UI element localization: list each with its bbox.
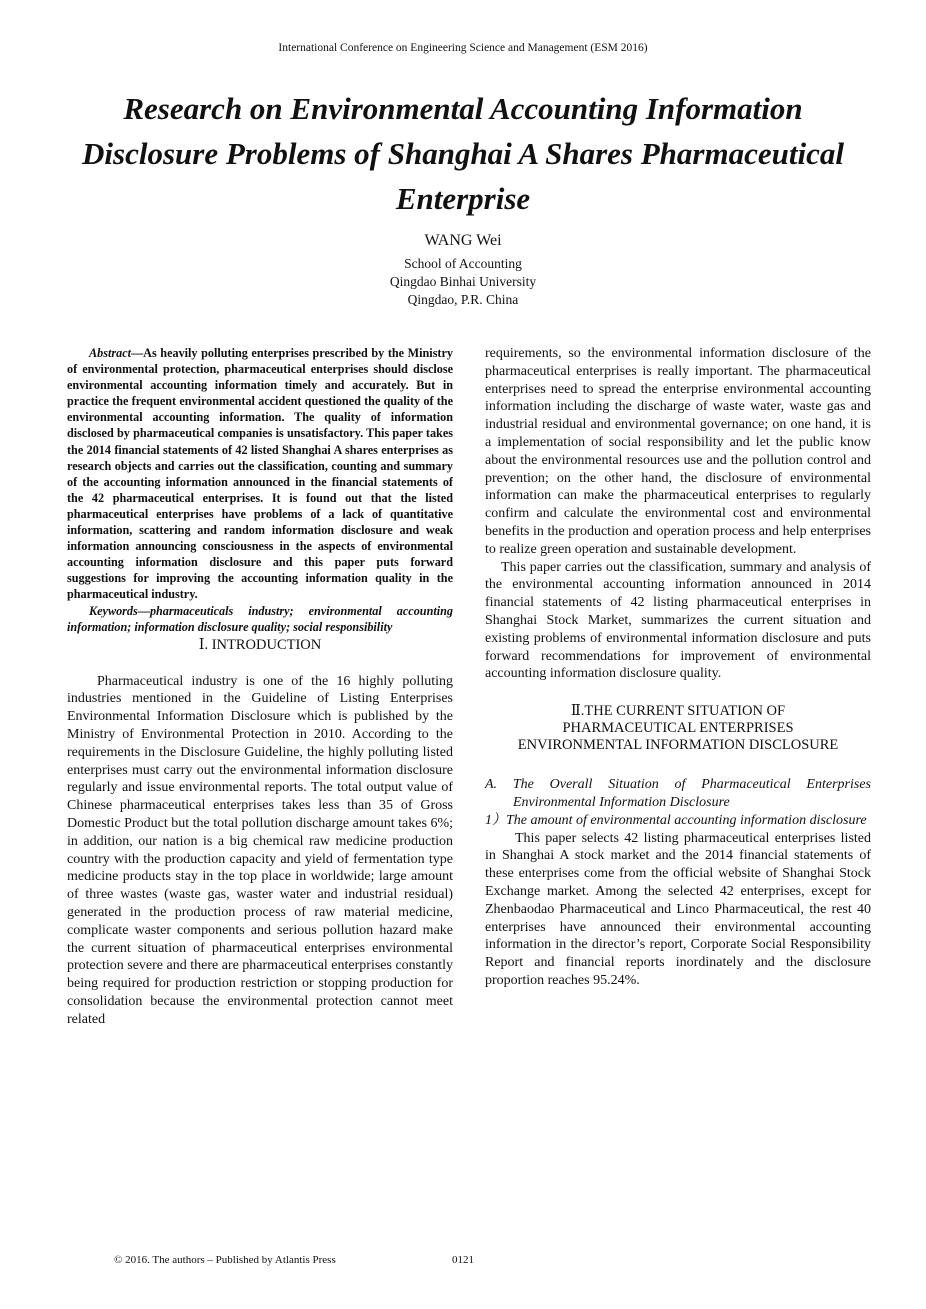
subsection-a-heading: A. The Overall Situation of Pharmaceutical Enterprises Environmental Information Disclosure [485, 777, 871, 810]
introduction-paragraph-continued: requirements, so the environmental information disclosure of the pharmaceutical enterprises is really important. The pharmaceutical enterprises need to spread the enterprise environmental accounting information including the discharge of waste water, waste gas and industrial residual and environmental governance; on one hand, it is a implementation of social responsibility and let the public know about the environmental resources use and the pollution control and prevention; on the other hand, the disclosure of environmental information can make the pharmaceutical enterprises to regularly confirm and calculate the environmental cost and environmental benefits in the production and operation process and help enterprises to realize green operation and sustainable development. [485, 346, 871, 557]
section-2-paragraph: This paper selects 42 listing pharmaceutical enterprises listed in Shanghai A stock market and the 2014 financial statements of these enterprises come from the official website of Shanghai Stock Exchange market. Among the selected 42 enterprises, except for Zhenbaodao Pharmaceutical and Linco Pharmaceutical, the rest 40 enterprises have announced their environmental accounting information in the director’s report, Corporate Social Responsibility Report and financial reports inordinately and the disclosure proportion reaches 95.24%. [485, 830, 871, 988]
left-column [67, 345, 453, 1029]
subsection-1-heading: 1）The amount of environmental accounting information disclosure [485, 812, 867, 828]
section-heading-2-line3: ENVIRONMENTAL INFORMATION DISCLOSURE [517, 737, 839, 754]
introduction-paragraph: Pharmaceutical industry is one of the 16 highly polluting industries mentioned in the Guideline of Listing Enterprises Environmental Information Disclosure which is published by the Ministry of Environmental Protection in 2010. According to the requirements in the Disclosure Guideline, the highly polluting listed enterprises must carry out the environmental information disclosure regularly and issue environmental reports. The total output value of Chinese pharmaceutical enterprises takes less than 35 of Gross Domestic Product but the total pollution discharge amount takes 6%; in addition, our nation is a big chemical raw medicine production country with the production capacity and yield of fermentation type medicine products stay in the top place in worldwide; large amount of three wastes (waste gas, waster water and industrial residual) generated in the production process of raw material medicine, complicate waster components and serious pollution hazard make the current situation of pharmaceutical enterprises environmental protection severe and there are pharmaceutical enterprises constantly being required for production restriction or stopping production for consolidation because the environmental protection cannot meet related [67, 673, 453, 1027]
right-column [485, 345, 871, 990]
abstract-label: Abstract [89, 346, 131, 360]
author-university: Qingdao Binhai University [389, 274, 537, 289]
page-number: 0121 [452, 1254, 474, 1266]
paper-title: Research on Environmental Accounting Information Disclosure Problems of Shanghai A Shares Pharmaceutical Enterprise [82, 91, 844, 216]
copyright-footer: © 2016. The authors – Published by Atlantis Press [114, 1254, 336, 1266]
author-location: Qingdao, P.R. China [407, 292, 519, 307]
conference-header: International Conference on Engineering Science and Management (ESM 2016) [278, 42, 648, 54]
keywords-label: Keywords [89, 603, 138, 618]
section-heading-2-line1: Ⅱ.THE CURRENT SITUATION OF [570, 703, 786, 720]
abstract-text: —As heavily polluting enterprises prescribed by the Ministry of environmental protection, pharmaceutical enterprises should disclose environmental accounting information timely and accurately. But in practice the frequent environmental accident questioned the quality of the environmental accounting information. The quality of information disclosed by pharmaceutical companies is unsatisfactory. This paper takes the 2014 financial statements of 42 listed Shanghai A shares enterprises as research objects and carries out the classification, counting and summary of the accounting information announced in the financial statements of the 42 pharmaceutical enterprises. It is found out that the listed pharmaceutical enterprises have problems of a lack of quantitative information, scattering and random information disclosure and weak information announcing consciousness in the aspects of environmental accounting information disclosure and this paper puts forward suggestions for improving the accounting information quality in the pharmaceutical industry. [67, 346, 453, 602]
keywords-text: —pharmaceuticals industry; environmental accounting information; information disclosure quality; social responsibility [67, 603, 453, 634]
author-school: School of Accounting [404, 256, 522, 271]
abstract [67, 345, 453, 603]
keywords [67, 603, 453, 635]
introduction-paragraph-2: This paper carries out the classification, summary and analysis of the environmental accounting information announced in 2014 financial statements of 42 listing pharmaceutical enterprises in Shanghai Stock Market, summarizes the current situation and existing problems of environmental information disclosure and puts forward recommendations for improvement of environmental accounting information disclosure quality. [485, 559, 871, 682]
author-name: WANG Wei [424, 232, 502, 249]
section-heading-2-line2: PHARMACEUTICAL ENTERPRISES [562, 720, 794, 737]
section-heading-introduction: Ⅰ. INTRODUCTION [198, 636, 322, 653]
